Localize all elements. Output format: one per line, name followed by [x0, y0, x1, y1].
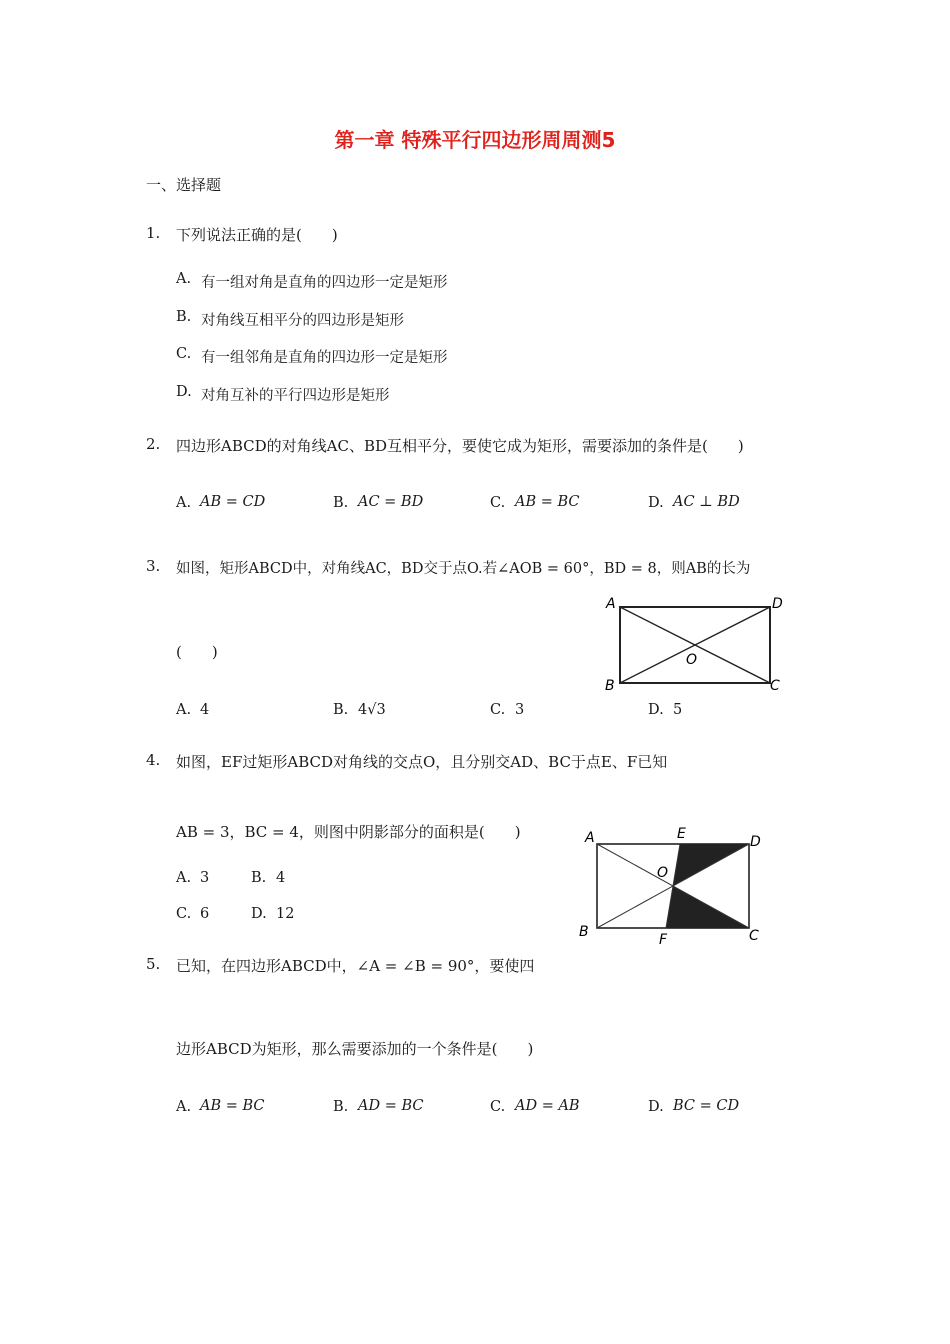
question-4-option-a: 3 — [200, 870, 210, 886]
label-e: E — [677, 826, 686, 842]
question-1-option-c: 有一组邻角是直角的四边形一定是矩形 — [201, 350, 448, 366]
question-5-option-c-label: C. — [490, 1099, 506, 1115]
question-2-option-b-label: B. — [333, 495, 349, 511]
question-4-option-b-label: B. — [251, 870, 267, 886]
question-4-option-d: 12 — [276, 906, 295, 922]
question-5-option-d: BC = CD — [673, 1098, 740, 1114]
question-4-stem-cont: AB = 3，BC = 4，则图中阴影部分的面积是( ) — [176, 823, 521, 841]
question-3-stem: 如图，矩形ABCD中，对角线AC，BD交于点O.若∠AOB = 60°，BD = 8，则AB的长为 — [176, 561, 751, 577]
question-5-option-b-label: B. — [333, 1099, 349, 1115]
question-4-figure — [575, 820, 775, 950]
question-4-option-d-label: D. — [251, 906, 267, 922]
question-5-option-a-label: A. — [176, 1099, 192, 1115]
question-5-option-d-label: D. — [648, 1099, 664, 1115]
question-2-option-b: AC = BD — [358, 494, 424, 510]
question-3-option-b: 4√3 — [358, 702, 386, 718]
section-heading: 一、选择题 — [146, 176, 222, 194]
question-5-option-c: AD = AB — [515, 1098, 580, 1114]
question-4-option-b: 4 — [276, 870, 286, 886]
shaded-region-bottom — [666, 886, 749, 928]
label-d: D — [750, 834, 761, 850]
question-4-option-a-label: A. — [176, 870, 192, 886]
question-5-stem: 已知，在四边形ABCD中，∠A = ∠B = 90°，要使四 — [176, 957, 535, 975]
label-d: D — [772, 596, 783, 612]
question-5-option-a: AB = BC — [200, 1098, 265, 1114]
page-title: 第一章 特殊平行四边形周周测5 — [334, 128, 616, 152]
question-3-option-a-label: A. — [176, 702, 192, 718]
question-4-number: 4. — [146, 751, 161, 769]
label-o: O — [657, 865, 669, 881]
question-1-option-c-label: C. — [176, 346, 192, 362]
question-4-option-c: 6 — [200, 906, 210, 922]
question-3-option-b-label: B. — [333, 702, 349, 718]
question-1-number: 1. — [146, 224, 161, 242]
question-3-number: 3. — [146, 557, 161, 575]
question-2-option-c: AB = BC — [515, 494, 580, 510]
question-1-option-b-label: B. — [176, 309, 192, 325]
label-c: C — [749, 928, 759, 944]
label-o: O — [686, 652, 698, 668]
question-2-option-d-label: D. — [648, 495, 664, 511]
label-a: A — [585, 830, 595, 846]
question-2-number: 2. — [146, 435, 161, 453]
label-c: C — [770, 678, 780, 694]
question-3-answer-paren: ( ) — [176, 643, 218, 661]
question-2-option-a-label: A. — [176, 495, 192, 511]
question-2-option-d: AC ⊥ BD — [673, 494, 740, 510]
label-b: B — [605, 678, 615, 694]
label-a: A — [606, 596, 616, 612]
question-5-option-b: AD = BC — [358, 1098, 424, 1114]
question-5-number: 5. — [146, 955, 161, 973]
question-4-stem: 如图，EF过矩形ABCD对角线的交点O，且分别交AD、BC于点E、F已知 — [176, 753, 668, 771]
question-2-stem: 四边形ABCD的对角线AC、BD互相平分，要使它成为矩形，需要添加的条件是( ) — [176, 437, 744, 455]
label-f: F — [659, 932, 668, 948]
question-1-option-a: 有一组对角是直角的四边形一定是矩形 — [201, 275, 448, 291]
question-1-option-d-label: D. — [176, 384, 192, 400]
label-b: B — [579, 924, 589, 940]
question-1-option-d: 对角互补的平行四边形是矩形 — [201, 388, 390, 404]
question-4-option-c-label: C. — [176, 906, 192, 922]
question-2-option-a: AB = CD — [200, 494, 266, 510]
question-1-stem: 下列说法正确的是( ) — [176, 226, 338, 244]
question-2-option-c-label: C. — [490, 495, 506, 511]
question-1-option-a-label: A. — [176, 271, 192, 287]
question-3-option-a: 4 — [200, 702, 210, 718]
question-3-figure — [600, 592, 800, 696]
question-5-stem-cont: 边形ABCD为矩形，那么需要添加的一个条件是( ) — [176, 1040, 534, 1058]
question-3-option-d: 5 — [673, 702, 683, 718]
question-3-option-c-label: C. — [490, 702, 506, 718]
question-1-option-b: 对角线互相平分的四边形是矩形 — [201, 313, 404, 329]
question-3-option-c: 3 — [515, 702, 525, 718]
question-3-option-d-label: D. — [648, 702, 664, 718]
